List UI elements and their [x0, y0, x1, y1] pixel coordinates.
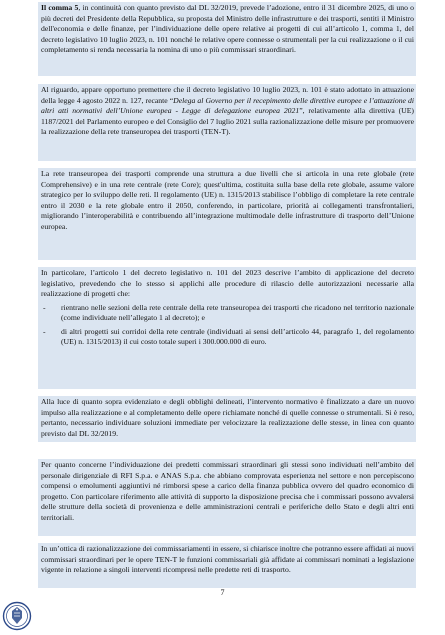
- paragraph-text: Alla luce di quanto sopra evidenziato e degli obblighi delineati, l’intervento normativo è finalizzato a dare un nuovo impulso alla realizzazione e al completamento delle opere richiamate nonché di quelle connesse o strumentali. Si è reso, pertanto, necessario individuare soluzioni immediate per velocizzare la realizzazione delle stesse, in linea con quanto previsto dal DL 32/2019.: [41, 397, 414, 438]
- list-item: [41, 327, 414, 348]
- list-item-text: rientrano nelle sezioni della rete centrale della rete transeuropea dei trasporti che ricadono nel territorio nazionale (come individuate nell’allegato 1 al decreto); e: [61, 302, 414, 322]
- paragraph-text: La rete transeuropea dei trasporti comprende una struttura a due livelli che si articola in una rete globale (rete Comprehensive) e in una rete centrale (rete Core); quest'ultima, costituita sulla base della rete globale, assume valore strategico per lo sviluppo delle reti. Il regolamento (UE) n. 1315/2013 stabilisce l’obbligo di completare la rete centrale entro il 2030 e la rete globale entro il 2050, conferendo, in particolare, priorità ai collegamenti transfrontalieri, migliorando l’interoperabilità e contribuendo all’integrazione multimodale delle infrastrutture di trasporto dell’Unione europea.: [41, 169, 414, 231]
- paragraph-text: Il comma 5, in continuità con quanto previsto dal DL 32/2019, prevede l’adozione, entro il 31 dicembre 2025, di uno o più decreti del Presidente della Repubblica, su proposta del Ministro delle infrastrutture e dei trasporti, sentiti il Ministro dell'economia e delle finanze, per l’individuazione delle opere relative ai progetti di cui all’articolo 1, comma 1, del decreto legislativo 10 luglio 2023, n. 101 nonché le relative opere connesse o strumentali per la cui realizzazione o il cui completamento si renda necessaria la nomina di uno o più commissari straordinari.: [41, 3, 414, 54]
- paragraph-text: In un’ottica di razionalizzazione dei commissariamenti in essere, si chiarisce inoltre che potranno essere affidati ai nuovi commissari straordinari per le opere TEN-T le funzioni commissariali già affidate ai commissari nominati a legislazione vigente in relazione a singoli interventi ricompresi nelle predette reti di trasporto.: [41, 544, 414, 574]
- institutional-seal-icon: [2, 601, 32, 631]
- list-marker: -: [43, 326, 46, 336]
- paragraph-text: Per quanto concerne l’individuazione dei predetti commissari straordinari gli stessi sono individuati nell’ambito del personale dirigenziale di RFI S.p.a. e ANAS S.p.a. che abbiano comprovata esperienza nel settore e non percepiscono compensi o emolumenti aggiuntivi né rimborsi spese a carico della finanza pubblica ovvero del quadro economico di progetto. Con particolare riferimento alle attività di supporto la disposizione precisa che i commissari possono avvalersi delle strutture della società di provenienza e delle amministrazioni centrali e periferiche dello Stato e degli altri enti territoriali.: [41, 460, 414, 522]
- page-number: 7: [220, 588, 225, 597]
- list-marker: -: [43, 302, 46, 312]
- list-item-text: di altri progetti sui corridoi della rete centrale (individuati ai sensi dell’articolo 44, paragrafo 1, del regolamento (UE) n. 1315/2013) il cui costo totale superi i 300.000.000 di euro.: [61, 326, 414, 346]
- lead-bold: Il comma 5: [41, 3, 79, 12]
- paragraph-text: Al riguardo, appare opportuno premettere che il decreto legislativo 10 luglio 2023, n. 101 è stato adottato in attuazione della legge 4 agosto 2022 n. 127, recante “Delega al Governo per il recepimento delle direttive europee e l’attuazione di altri atti normativi dell’Unione europea - Legge di delegazione europea 2021”, relativamente alla direttiva (UE) 1187/2021 del Parlamento europeo e del Consiglio del 7 luglio 2021 sulla razionalizzazione delle misure per promuovere la realizzazione della rete transeuropea dei trasporti (TEN-T).: [41, 85, 414, 136]
- paragraph-commissari: [38, 459, 416, 536]
- paragraph-alla-luce: [38, 396, 416, 442]
- paragraph-delega: [38, 84, 416, 161]
- paragraph-intro: In particolare, l’articolo 1 del decreto legislativo n. 101 del 2023 descrive l’ambito di applicazione del decreto legislativo, prevedendo che lo stesso si applichi alle procedure di rilascio delle autorizzazioni necessarie alla realizzazione di progetti che:: [41, 268, 414, 298]
- paragraph-razionalizzazione: [38, 543, 416, 588]
- italic-title: Delega al Governo per il recepimento delle direttive europee e l’attuazione di altri atti normativi dell’Unione europea - Legge di delegazione europea 2021: [41, 95, 414, 115]
- paragraph-articolo-1: [38, 267, 416, 389]
- list-item: [41, 303, 414, 324]
- paragraph-comma-5: [38, 2, 416, 76]
- paragraph-rete-transeuropea: [38, 168, 416, 260]
